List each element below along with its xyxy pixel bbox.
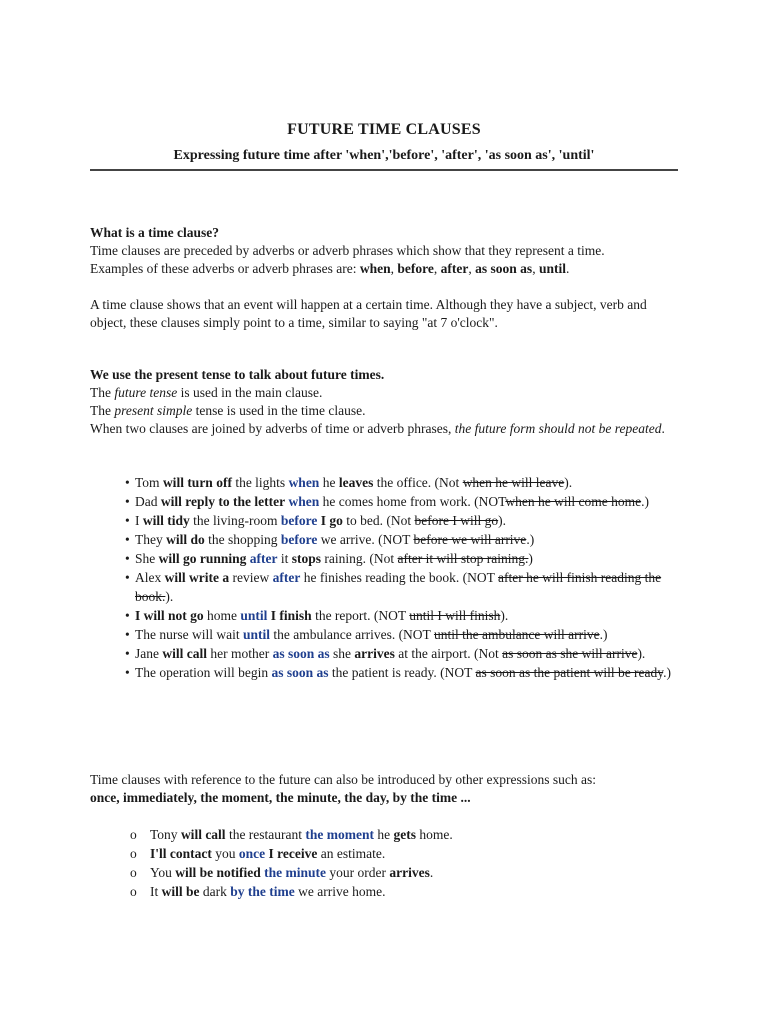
text: raining. (Not (321, 551, 398, 566)
adverb: until (538, 261, 566, 276)
text: you (211, 846, 239, 861)
time-conjunction: when (288, 494, 320, 509)
incorrect-form: when he will come home (505, 494, 642, 509)
list-marker: o (130, 827, 137, 842)
text: Examples of these adverbs or adverb phrases are: (90, 261, 360, 276)
incorrect-form: when he will leave (462, 475, 565, 490)
verb-phrase: will turn off (162, 475, 232, 490)
list-marker: o (130, 884, 137, 899)
adverb-examples-line: Examples of these adverbs or adverb phrases are: when, before, after, as soon as, until. (90, 261, 570, 276)
paragraph: A time clause shows that an event will happen at a certain time. Although they have a subject, verb and object, these clauses simply point to a time, similar to saying "at 7 o'clock". (90, 297, 647, 330)
text: ). (498, 513, 507, 528)
example-item (90, 492, 690, 511)
time-expression: the moment (305, 827, 375, 842)
text: is used in the main clause. (177, 385, 323, 400)
section-other-expressions (90, 771, 680, 807)
text: . (429, 865, 434, 880)
time-expression: by the time (230, 884, 295, 899)
expressions-line: once, immediately, the moment, the minute, the day, by the time ... (90, 790, 471, 805)
text: the lights (231, 475, 289, 490)
verb-phrase: arrives (354, 646, 395, 661)
text: the restaurant (225, 827, 306, 842)
text: ). (564, 475, 573, 490)
examples-list (90, 473, 690, 682)
text: The operation will begin (135, 665, 272, 680)
verb-phrase: will be (161, 884, 200, 899)
text: an estimate. (317, 846, 386, 861)
time-conjunction: before (280, 513, 318, 528)
text: .) (599, 627, 608, 642)
expression-example-item (90, 844, 680, 863)
text: he (319, 475, 339, 490)
text: the patient is ready. (NOT (328, 665, 476, 680)
time-conjunction: when (288, 475, 320, 490)
text: tense is used in the time clause. (192, 403, 366, 418)
time-expression: once (238, 846, 266, 861)
text-italic: present simple (114, 403, 193, 418)
incorrect-form: until the ambulance will arrive (433, 627, 600, 642)
text: The (90, 385, 115, 400)
text: to bed. (Not (342, 513, 415, 528)
text: home (203, 608, 241, 623)
time-conjunction: as soon as (272, 646, 330, 661)
time-conjunction: after (272, 570, 301, 585)
example-item (90, 530, 690, 549)
incorrect-form: until I will finish (409, 608, 501, 623)
list-marker: o (130, 846, 137, 861)
text: we arrive home. (294, 884, 386, 899)
verb-phrase: I receive (268, 846, 318, 861)
verb-phrase: I will not go (135, 608, 204, 623)
expression-example-item (90, 882, 680, 901)
text: ). (165, 589, 174, 604)
text: They (135, 532, 167, 547)
paragraph-line: Time clauses with reference to the future can also be introduced by other expressions such as: (90, 772, 596, 787)
text: .) (663, 665, 672, 680)
time-expression: the minute (264, 865, 327, 880)
expression-example-item (90, 863, 680, 882)
text: we arrive. (NOT (317, 532, 414, 547)
text: she (329, 646, 355, 661)
paragraph-line (90, 420, 680, 438)
text: Tom (135, 475, 163, 490)
text: at the airport. (Not (394, 646, 503, 661)
verb-phrase: leaves (338, 475, 374, 490)
example-item (90, 644, 690, 663)
text: home. (416, 827, 453, 842)
paragraph-line: Time clauses are preceded by adverbs or adverb phrases which show that they represent a time. (90, 243, 605, 258)
time-conjunction: until (240, 608, 268, 623)
page-title: FUTURE TIME CLAUSES (287, 121, 481, 138)
text: the shopping (204, 532, 281, 547)
text: I (135, 513, 143, 528)
incorrect-form: as soon as she will arrive (502, 646, 638, 661)
text: ) (528, 551, 533, 566)
expression-examples-container (90, 825, 680, 901)
text: The nurse will wait (135, 627, 243, 642)
adverb: when (359, 261, 391, 276)
text: . (661, 421, 665, 436)
verb-phrase: will tidy (142, 513, 190, 528)
text: the office. (Not (373, 475, 463, 490)
verb-phrase: I finish (270, 608, 312, 623)
text: ). (637, 646, 646, 661)
text: the ambulance arrives. (NOT (270, 627, 434, 642)
verb-phrase: will do (166, 532, 205, 547)
text: .) (526, 532, 535, 547)
section-what-is-time-clause (90, 224, 680, 332)
example-item (90, 568, 690, 606)
example-item (90, 625, 690, 644)
paragraph-line (90, 402, 680, 420)
text: Tony (150, 827, 181, 842)
incorrect-form: as soon as the patient will be ready (475, 665, 664, 680)
paragraph-line (90, 384, 680, 402)
incorrect-form: after he will finish reading the book. (135, 570, 662, 604)
verb-phrase: gets (393, 827, 417, 842)
text: he finishes reading the book. (NOT (300, 570, 499, 585)
time-conjunction: until (242, 627, 270, 642)
verb-phrase: will write a (164, 570, 230, 585)
text: When two clauses are joined by adverbs of time or adverb phrases, (90, 421, 455, 436)
text: her mother (207, 646, 273, 661)
section-heading: We use the present tense to talk about future times. (90, 367, 385, 382)
text: Alex (135, 570, 165, 585)
text: review (229, 570, 273, 585)
title-divider (90, 169, 678, 171)
text: You (150, 865, 176, 880)
time-conjunction: as soon as (271, 665, 329, 680)
text: the report. (NOT (311, 608, 410, 623)
incorrect-form: before I will go (414, 513, 499, 528)
text: he (374, 827, 394, 842)
text: the living-room (189, 513, 281, 528)
text: it (277, 551, 292, 566)
text: She (135, 551, 159, 566)
expression-examples-list (90, 825, 680, 901)
incorrect-form: before we will arrive (413, 532, 527, 547)
example-item (90, 511, 690, 530)
page-subtitle: Expressing future time after 'when','before', 'after', 'as soon as', 'until' (173, 148, 595, 163)
adverb: after (440, 261, 469, 276)
verb-phrase: arrives (389, 865, 430, 880)
adverb: before (397, 261, 434, 276)
verb-phrase: will be notified (175, 865, 261, 880)
text: dark (199, 884, 231, 899)
section-heading: What is a time clause? (90, 225, 219, 240)
text: your order (326, 865, 390, 880)
example-item (90, 473, 690, 492)
text: .) (641, 494, 649, 509)
verb-phrase: I go (320, 513, 343, 528)
section-present-tense (90, 366, 680, 438)
example-item (90, 663, 690, 682)
text: he comes home from work. (NOT (319, 494, 506, 509)
incorrect-form: after it will stop raining. (397, 551, 529, 566)
verb-phrase: will call (180, 827, 226, 842)
list-marker: o (130, 865, 137, 880)
adverb: as soon as (475, 261, 533, 276)
expression-example-item (90, 825, 680, 844)
verb-phrase: stops (291, 551, 322, 566)
text: Jane (135, 646, 163, 661)
text: The (90, 403, 115, 418)
text-italic: future tense (114, 385, 178, 400)
example-item (90, 606, 690, 625)
verb-phrase: I'll contact (150, 846, 212, 861)
verb-phrase: will reply to the letter (160, 494, 286, 509)
text: It (150, 884, 162, 899)
verb-phrase: will call (162, 646, 207, 661)
text: ). (500, 608, 509, 623)
time-conjunction: before (280, 532, 318, 547)
text: Dad (135, 494, 161, 509)
time-conjunction: after (249, 551, 278, 566)
examples-list-container (90, 473, 690, 682)
example-item (90, 549, 690, 568)
text-italic: the future form should not be repeated (454, 421, 662, 436)
verb-phrase: will go running (158, 551, 247, 566)
